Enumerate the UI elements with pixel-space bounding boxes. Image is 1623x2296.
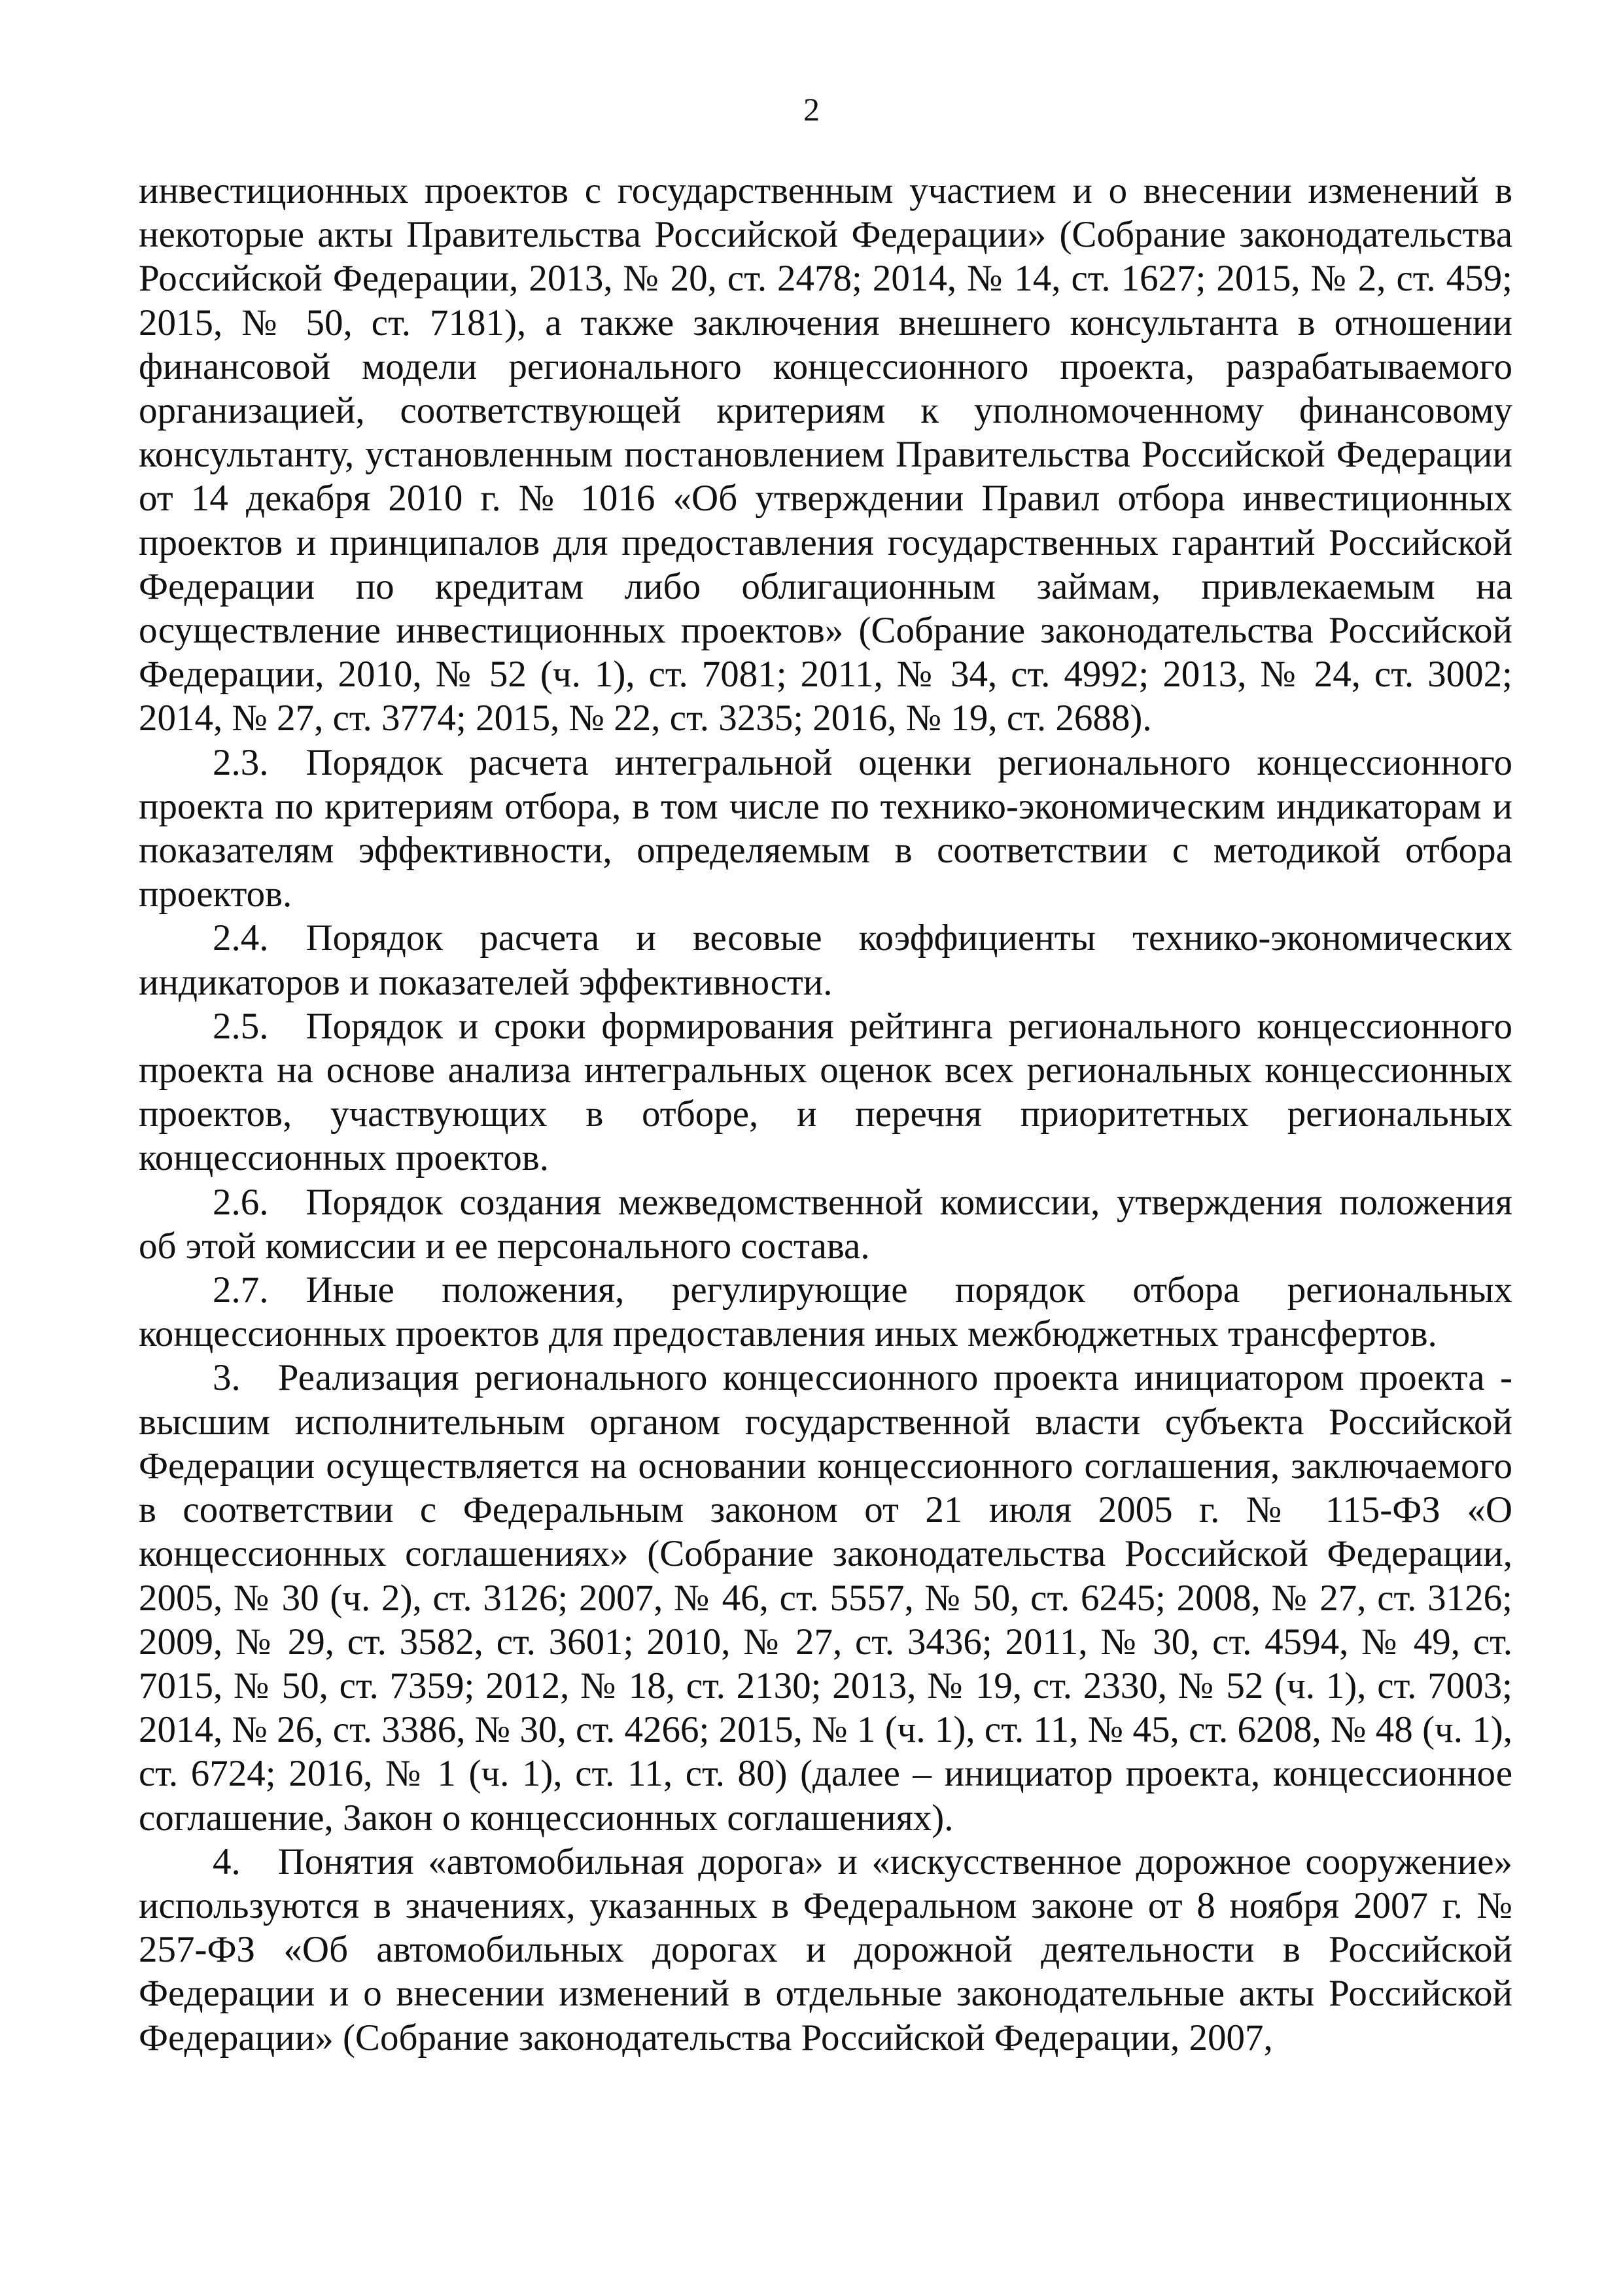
document-body <box>139 169 1512 2060</box>
paragraph-item-2-3: 2.3. Порядок расчета интегральной оценки регионального концессионного проекта по критериям отбора, в том числе по технико-экономическим индикаторам и показателям эффективности, определяемым в соответствии с методикой отбора проектов. <box>139 741 1512 915</box>
paragraph-item-3: 3. Реализация регионального концессионного проекта инициатором проекта - высшим исполнительным органом государственной власти субъекта Российской Федерации осуществляется на основании концессионного соглашения, заключаемого в соответствии с Федеральным законом от 21 июля 2005 г. № 115-ФЗ «О концессионных соглашениях» (Собрание законодательства Российской Федерации, 2005, № 30 (ч. 2), ст. 3126; 2007, № 46, ст. 5557, № 50, ст. 6245; 2008, № 27, ст. 3126; 2009, № 29, ст. 3582, ст. 3601; 2010, № 27, ст. 3436; 2011, № 30, ст. 4594, № 49, ст. 7015, № 50, ст. 7359; 2012, № 18, ст. 2130; 2013, № 19, ст. 2330, № 52 (ч. 1), ст. 7003; 2014, № 26, ст. 3386, № 30, ст. 4266; 2015, № 1 (ч. 1), ст. 11, № 45, ст. 6208, № 48 (ч. 1), ст. 6724; 2016, № 1 (ч. 1), ст. 11, ст. 80) (далее – инициатор проекта, концессионное соглашение, Закон о концессионных соглашениях). <box>139 1357 1512 1839</box>
paragraph-item-2-6: 2.6. Порядок создания межведомственной комиссии, утверждения положения об этой комиссии и ее персонального состава. <box>139 1181 1512 1267</box>
page-number: 2 <box>803 91 820 128</box>
paragraph-item-2-4: 2.4. Порядок расчета и весовые коэффициенты технико-экономических индикаторов и показателей эффективности. <box>139 917 1512 1003</box>
paragraph-item-4: 4. Понятия «автомобильная дорога» и «искусственное дорожное сооружение» используются в значениях, указанных в Федеральном законе от 8 ноября 2007 г. № 257-ФЗ «Об автомобильных дорогах и дорожной деятельности в Российской Федерации и о внесении изменений в отдельные законодательные акты Российской Федерации» (Собрание законодательства Российской Федерации, 2007, <box>139 1841 1512 2058</box>
paragraph-item-2-7: 2.7. Иные положения, регулирующие порядок отбора региональных концессионных проектов для предоставления иных межбюджетных трансфертов. <box>139 1269 1512 1355</box>
paragraph-item-2-5: 2.5. Порядок и сроки формирования рейтинга регионального концессионного проекта на основе анализа интегральных оценок всех региональных концессионных проектов, участвующих в отборе, и перечня приоритетных региональных концессионных проектов. <box>139 1005 1512 1179</box>
paragraph-continuation: инвестиционных проектов с государственным участием и о внесении изменений в некоторые акты Правительства Российской Федерации» (Собрание законодательства Российской Федерации, 2013, № 20, ст. 2478; 2014, № 14, ст. 1627; 2015, № 2, ст. 459; 2015, № 50, ст. 7181), а также заключения внешнего консультанта в отношении финансовой модели регионального концессионного проекта, разрабатываемого организацией, соответствующей критериям к уполномоченному финансовому консультанту, установленным постановлением Правительства Российской Федерации от 14 декабря 2010 г. № 1016 «Об утверждении Правил отбора инвестиционных проектов и принципалов для предоставления государственных гарантий Российской Федерации по кредитам либо облигационным займам, привлекаемым на осуществление инвестиционных проектов» (Собрание законодательства Российской Федерации, 2010, № 52 (ч. 1), ст. 7081; 2011, № 34, ст. 4992; 2013, № 24, ст. 3002; 2014, № 27, ст. 3774; 2015, № 22, ст. 3235; 2016, № 19, ст. 2688). <box>139 170 1512 739</box>
